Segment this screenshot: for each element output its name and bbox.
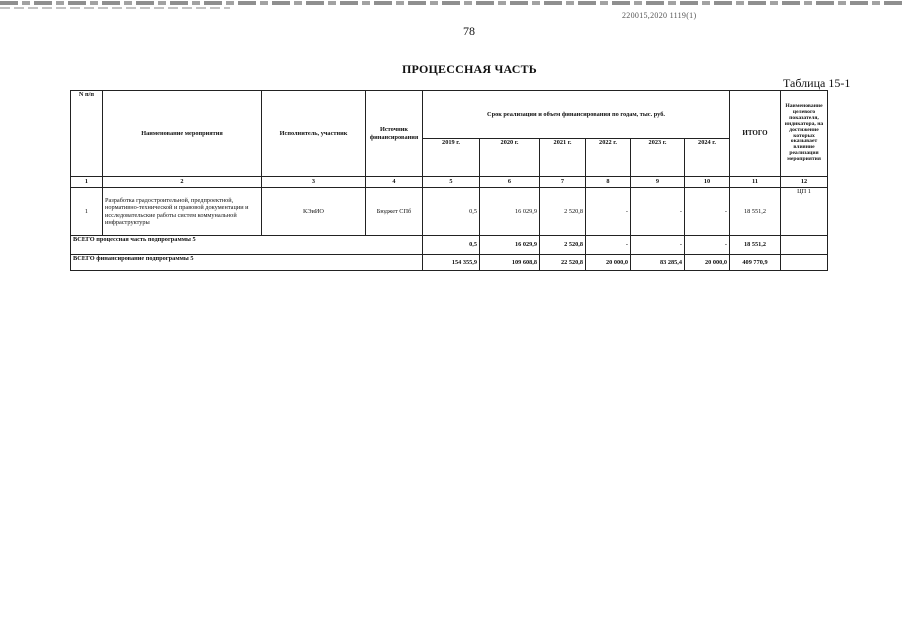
page-number: 78 — [463, 24, 475, 38]
column-number-row — [71, 177, 828, 188]
subtotal-total: 409 770,9 — [730, 255, 781, 271]
column-number: 5 — [423, 177, 480, 188]
row-num: 1 — [71, 188, 103, 236]
financing-table — [70, 90, 828, 271]
header-num: N п/п — [71, 91, 103, 177]
header-year: 2022 г. — [586, 139, 631, 177]
subtotal-value: 22 520,8 — [540, 255, 586, 271]
header-indicator: Наименование целевого показателя, индикатора, на достижение которых оказывает влияние реализация мероприятия — [781, 91, 828, 177]
row-indicator: ЦП 1 — [781, 188, 828, 236]
row-total: 18 551,2 — [730, 188, 781, 236]
subtotal-row — [71, 236, 828, 255]
row-value: 16 029,9 — [480, 188, 540, 236]
subtotal-value: - — [586, 236, 631, 255]
table-row — [71, 188, 828, 236]
header-year: 2021 г. — [540, 139, 586, 177]
column-number: 10 — [685, 177, 730, 188]
subtotal-value: 20 000,0 — [586, 255, 631, 271]
header-source: Источник финансирования — [366, 91, 423, 177]
subtotal-value: 16 029,9 — [480, 236, 540, 255]
header-year: 2019 г. — [423, 139, 480, 177]
subtotal-value: 109 608,8 — [480, 255, 540, 271]
column-number: 9 — [631, 177, 685, 188]
document-reference: 220015,2020 1119(1) — [622, 11, 697, 20]
section-title: ПРОЦЕССНАЯ ЧАСТЬ — [402, 62, 537, 76]
subtotal-total: 18 551,2 — [730, 236, 781, 255]
row-value: 2 520,8 — [540, 188, 586, 236]
column-number: 8 — [586, 177, 631, 188]
subtotal-value: 83 285,4 — [631, 255, 685, 271]
header-year: 2024 г. — [685, 139, 730, 177]
header-name: Наименование мероприятия — [103, 91, 262, 177]
column-number: 11 — [730, 177, 781, 188]
row-executor: КЭиИО — [262, 188, 366, 236]
column-number: 1 — [71, 177, 103, 188]
table-label: Таблица 15-1 — [783, 76, 851, 90]
row-value: 0,5 — [423, 188, 480, 236]
subtotal-value: - — [685, 236, 730, 255]
header-executor: Исполнитель, участник — [262, 91, 366, 177]
row-value: - — [631, 188, 685, 236]
column-number: 2 — [103, 177, 262, 188]
subtotal-indicator — [781, 255, 828, 271]
row-name: Разработка градостроительной, предпроектной, нормативно-технической и правовой документации и исследовательские работы систем коммунальной инфраструктуры — [103, 188, 262, 236]
scan-artifact-left — [0, 7, 230, 9]
column-number: 6 — [480, 177, 540, 188]
column-number: 4 — [366, 177, 423, 188]
subtotal-value: - — [631, 236, 685, 255]
header-period: Срок реализации и объем финансирования по годам, тыс. руб. — [423, 91, 730, 139]
header-total: ИТОГО — [730, 91, 781, 177]
header-year: 2023 г. — [631, 139, 685, 177]
header-year: 2020 г. — [480, 139, 540, 177]
subtotal-row — [71, 255, 828, 271]
row-value: - — [685, 188, 730, 236]
subtotal-value: 0,5 — [423, 236, 480, 255]
column-number: 3 — [262, 177, 366, 188]
scan-artifact-top — [0, 1, 905, 5]
column-number: 12 — [781, 177, 828, 188]
subtotal-indicator — [781, 236, 828, 255]
subtotal-value: 2 520,8 — [540, 236, 586, 255]
subtotal-label: ВСЕГО процессная часть подпрограммы 5 — [71, 236, 423, 255]
subtotal-value: 20 000,0 — [685, 255, 730, 271]
subtotal-label: ВСЕГО финансирование подпрограммы 5 — [71, 255, 423, 271]
row-source: Бюджет СПб — [366, 188, 423, 236]
subtotal-value: 154 355,9 — [423, 255, 480, 271]
column-number: 7 — [540, 177, 586, 188]
row-value: - — [586, 188, 631, 236]
